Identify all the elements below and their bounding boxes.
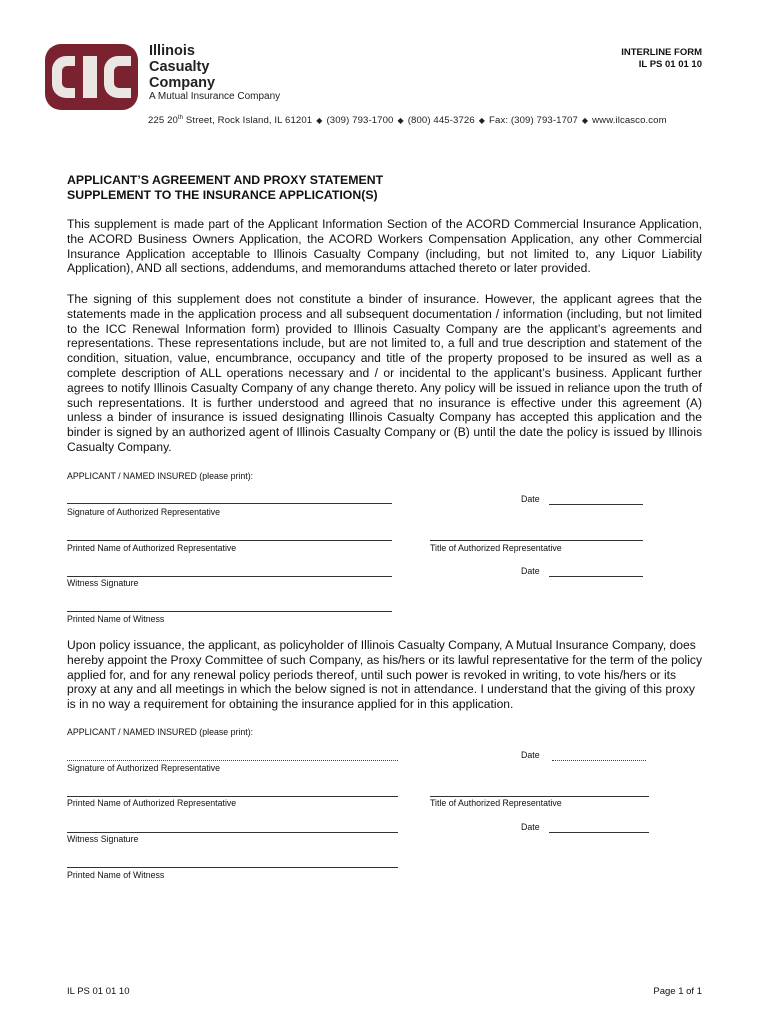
title-line-2[interactable]: [430, 796, 649, 797]
printed-witness-line-2[interactable]: [67, 867, 398, 868]
diamond-icon: ◆: [478, 116, 486, 126]
printed-name-line-1[interactable]: [67, 540, 392, 541]
signature-label-2: Signature of Authorized Representative: [67, 763, 221, 773]
diamond-icon: ◆: [581, 116, 589, 126]
binder-paragraph: The signing of this supplement does not constitute a binder of insurance. However, the applicant agrees that the statements made in the application process and all subsequent documentation / information (including, but not limited to the ICC Renewal Information form) provided to Illinois Casualty Company are the applicant’s agreements and representations. These representations include, but are not limited to, a full and true description and statement of the condition, situation, value, encumbrance, occupancy and title of the property proposed to be insured as well as a complete description of ALL operations necessary and / or incidental to the applicant’s business. Applicant further agrees to notify Illinois Casualty Company of any change thereto. Any policy will be issued in reliance upon the truth of such representations. It is further understood and agreed that no insurance is effective under this agreement (A) unless a binder of insurance is issued designating Illinois Casualty Company has accepted this application and the binder is signed by an authorized agent of Illinois Casualty Company or (B) until the date the policy is issued by Illinois Casualty Company.: [67, 292, 702, 454]
footer-form-number: IL PS 01 01 10: [67, 986, 130, 997]
company-name: Illinois Casualty Company: [149, 43, 216, 91]
title-line-1[interactable]: [430, 540, 643, 541]
title-label-1: Title of Authorized Representative: [430, 543, 562, 553]
printed-witness-label-1: Printed Name of Witness: [67, 614, 165, 624]
title-label-2: Title of Authorized Representative: [430, 798, 562, 808]
printed-name-line-2[interactable]: [67, 796, 398, 797]
printed-witness-line-1[interactable]: [67, 611, 392, 612]
date-label-1: Date: [521, 494, 540, 504]
date-label-1b: Date: [521, 566, 540, 576]
printed-name-label-1: Printed Name of Authorized Representative: [67, 543, 237, 553]
diamond-icon: ◆: [397, 116, 404, 126]
footer-page-number: Page 1 of 1: [653, 986, 702, 997]
date-line-2[interactable]: [552, 760, 646, 761]
company-address-bar: 225 20th Street, Rock Island, IL 61201 ◆ (309) 793-1700 ◆ (800) 445-3726 ◆ Fax: (309) 793-1707 ◆ www.ilcasco.com: [148, 115, 667, 127]
printed-witness-label-2: Printed Name of Witness: [67, 870, 165, 880]
witness-signature-label-2: Witness Signature: [67, 834, 139, 844]
applicant-label-2: APPLICANT / NAMED INSURED (please print):: [67, 727, 254, 737]
signature-line-1[interactable]: [67, 503, 392, 504]
witness-signature-label-1: Witness Signature: [67, 578, 139, 588]
company-subtitle: A Mutual Insurance Company: [149, 91, 281, 102]
date-label-2: Date: [521, 750, 540, 760]
proxy-paragraph: Upon policy issuance, the applicant, as policyholder of Illinois Casualty Company, A Mutual Insurance Company, does hereby appoint the Proxy Committee of such Company, as his/hers or its lawful representative for the term of the policy applied for, and for any renewal policy periods thereof, until such power is revoked in writing, to vote his/hers or its proxy at any and all meetings in which the below signed is not in attendance. I understand that the giving of this proxy is in no way a requirement for obtaining the insurance applied for in this application.: [67, 638, 702, 712]
diamond-icon: ◆: [316, 116, 323, 126]
printed-name-label-2: Printed Name of Authorized Representative: [67, 798, 237, 808]
date-label-2b: Date: [521, 822, 540, 832]
signature-label-1: Signature of Authorized Representative: [67, 507, 221, 517]
date-line-1b[interactable]: [549, 576, 643, 577]
form-identifier: INTERLINE FORM IL PS 01 01 10: [621, 47, 702, 70]
signature-line-2[interactable]: [67, 760, 398, 761]
icc-logo-mark-icon: [45, 44, 138, 110]
witness-signature-line-1[interactable]: [67, 576, 392, 577]
date-line-2b[interactable]: [549, 832, 649, 833]
applicant-label-1: APPLICANT / NAMED INSURED (please print):: [67, 471, 254, 481]
document-title: APPLICANT’S AGREEMENT AND PROXY STATEMENT SUPPLEMENT TO THE INSURANCE APPLICATION(S): [67, 173, 384, 202]
witness-signature-line-2[interactable]: [67, 832, 398, 833]
supplement-paragraph: This supplement is made part of the Applicant Information Section of the ACORD Commercial Insurance Application, the ACORD Business Owners Application, the ACORD Workers Compensation Application, any other Commercial Insurance Application acceptable to Illinois Casualty Company (including, but not limited to, any Liquor Liability Application), AND all sections, addendums, and memorandums attached thereto or later provided.: [67, 217, 702, 276]
date-line-1[interactable]: [549, 504, 643, 505]
